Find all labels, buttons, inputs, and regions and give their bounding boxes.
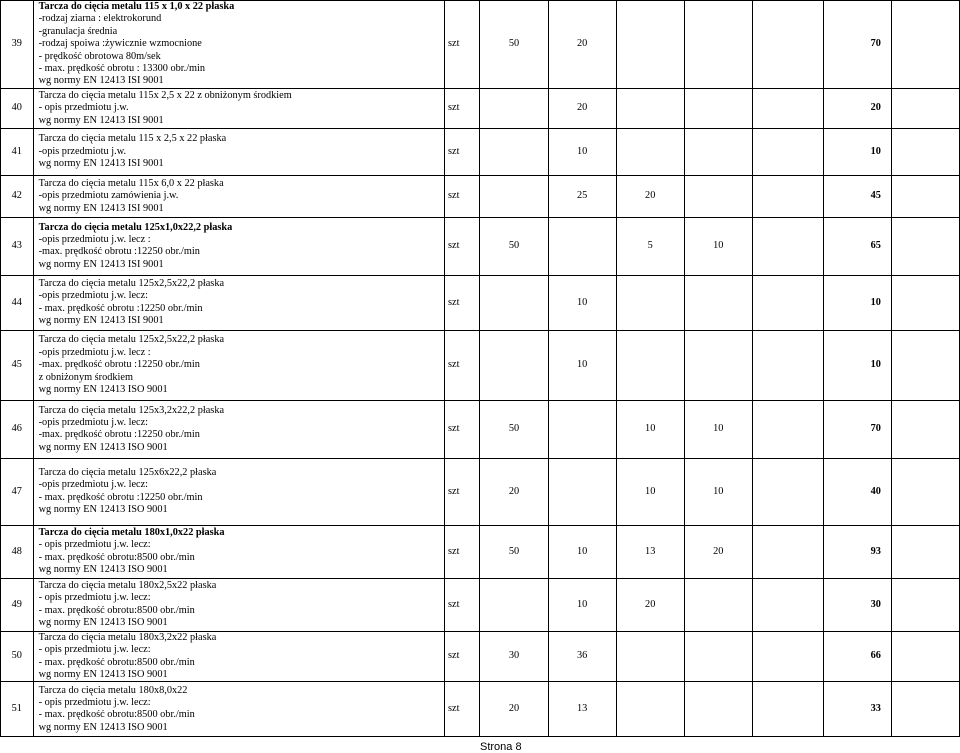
- unit-cell: szt: [445, 525, 480, 578]
- description-line: -rodzaj ziarna : elektrokorund: [38, 13, 162, 25]
- empty-cell: [891, 128, 959, 175]
- unit-cell: szt: [445, 175, 480, 217]
- quantity-cell: [752, 578, 823, 631]
- empty-cell: [891, 275, 959, 330]
- description-line: - max. prędkość obrotu:8500 obr./min: [38, 604, 195, 616]
- description-line: wg normy EN 12413 ISO 9001: [38, 564, 168, 576]
- quantity-cell: 10: [548, 275, 616, 330]
- quantity-cell: [480, 275, 548, 330]
- quantity-cell: [684, 1, 752, 89]
- quantity-cell: [752, 400, 823, 458]
- description-line: wg normy EN 12413 ISI 9001: [38, 158, 164, 170]
- quantity-cell: [548, 400, 616, 458]
- description-line: - opis przedmiotu j.w. lecz:: [38, 697, 151, 709]
- table-row: [1, 1, 960, 89]
- quantity-cell: 20: [548, 88, 616, 128]
- quantity-cell: 5: [616, 217, 684, 275]
- quantity-cell: 20: [616, 175, 684, 217]
- empty-cell: [891, 682, 959, 737]
- description-line: wg normy EN 12413 ISO 9001: [38, 441, 168, 453]
- description-line: - opis przedmiotu j.w. lecz:: [38, 644, 151, 656]
- table-body: [1, 1, 960, 737]
- quantity-cell: 10: [548, 330, 616, 400]
- quantity-cell: 20: [480, 458, 548, 525]
- unit-cell: szt: [445, 578, 480, 631]
- description-line: wg normy EN 12413 ISO 9001: [38, 383, 168, 395]
- row-number: 43: [1, 217, 34, 275]
- quantity-cell: [684, 682, 752, 737]
- quantity-cell: 10: [548, 128, 616, 175]
- description-line: -opis przedmiotu j.w. lecz:: [38, 416, 149, 428]
- item-description: [33, 128, 444, 175]
- empty-cell: [891, 88, 959, 128]
- item-description: [33, 88, 444, 128]
- item-description: [33, 682, 444, 737]
- table-row: [1, 682, 960, 737]
- total-cell: 45: [823, 175, 891, 217]
- quantity-cell: [684, 88, 752, 128]
- table-row: [1, 217, 960, 275]
- row-number: 42: [1, 175, 34, 217]
- table-row: [1, 458, 960, 525]
- total-cell: 70: [823, 1, 891, 89]
- empty-cell: [891, 525, 959, 578]
- description-line: Tarcza do cięcia metalu 125x2,5x22,2 płaska: [38, 334, 225, 346]
- quantity-cell: 30: [480, 631, 548, 682]
- unit-cell: szt: [445, 217, 480, 275]
- quantity-cell: 10: [548, 525, 616, 578]
- item-description: [33, 275, 444, 330]
- unit-cell: szt: [445, 631, 480, 682]
- description-line: -opis przedmiotu zamówienia j.w.: [38, 190, 179, 202]
- item-description: [33, 458, 444, 525]
- description-line: Tarcza do cięcia metalu 115 x 1,0 x 22 płaska: [38, 1, 235, 12]
- row-number: 49: [1, 578, 34, 631]
- description-line: -max. prędkość obrotu :12250 obr./min: [38, 429, 200, 441]
- description-line: z obniżonym środkiem: [38, 371, 133, 383]
- quantity-cell: [684, 128, 752, 175]
- description-line: Tarcza do cięcia metalu 180x8,0x22: [38, 684, 188, 696]
- quantity-cell: 25: [548, 175, 616, 217]
- table-row: [1, 578, 960, 631]
- table-row: [1, 631, 960, 682]
- row-number: 40: [1, 88, 34, 128]
- unit-cell: szt: [445, 1, 480, 89]
- quantity-cell: 50: [480, 217, 548, 275]
- table-row: [1, 175, 960, 217]
- unit-cell: szt: [445, 275, 480, 330]
- quantity-cell: 20: [684, 525, 752, 578]
- quantity-cell: [752, 525, 823, 578]
- description-line: wg normy EN 12413 ISO 9001: [38, 669, 168, 681]
- description-line: - max. prędkość obrotu:8500 obr./min: [38, 709, 195, 721]
- row-number: 39: [1, 1, 34, 89]
- item-description: [33, 400, 444, 458]
- description-line: Tarcza do cięcia metalu 125x1,0x22,2 płaska: [38, 221, 233, 233]
- quantity-cell: [752, 217, 823, 275]
- table-row: [1, 128, 960, 175]
- total-cell: 10: [823, 128, 891, 175]
- unit-cell: szt: [445, 400, 480, 458]
- quantity-cell: [616, 1, 684, 89]
- quantity-cell: [548, 217, 616, 275]
- description-line: Tarcza do cięcia metalu 125x3,2x22,2 płaska: [38, 404, 225, 416]
- quantity-cell: 20: [616, 578, 684, 631]
- unit-cell: szt: [445, 458, 480, 525]
- quantity-cell: 10: [548, 578, 616, 631]
- description-line: wg normy EN 12413 ISI 9001: [38, 75, 164, 87]
- quantity-cell: [616, 682, 684, 737]
- quantity-cell: 20: [480, 682, 548, 737]
- unit-cell: szt: [445, 330, 480, 400]
- quantity-cell: [684, 275, 752, 330]
- description-line: -opis przedmiotu j.w. lecz :: [38, 233, 151, 245]
- quantity-cell: [684, 631, 752, 682]
- table-row: [1, 275, 960, 330]
- description-line: wg normy EN 12413 ISO 9001: [38, 504, 168, 516]
- empty-cell: [891, 175, 959, 217]
- description-line: Tarcza do cięcia metalu 180x3,2x22 płaska: [38, 631, 217, 643]
- total-cell: 65: [823, 217, 891, 275]
- total-cell: 30: [823, 578, 891, 631]
- row-number: 47: [1, 458, 34, 525]
- description-line: Tarcza do cięcia metalu 180x1,0x22 płaska: [38, 527, 225, 539]
- quantity-cell: 10: [616, 400, 684, 458]
- row-number: 44: [1, 275, 34, 330]
- quantity-cell: [480, 88, 548, 128]
- description-line: wg normy EN 12413 ISI 9001: [38, 315, 164, 327]
- total-cell: 33: [823, 682, 891, 737]
- description-line: -opis przedmiotu j.w. lecz:: [38, 290, 149, 302]
- empty-cell: [891, 578, 959, 631]
- item-description: [33, 578, 444, 631]
- description-line: wg normy EN 12413 ISO 9001: [38, 617, 168, 629]
- total-cell: 10: [823, 275, 891, 330]
- total-cell: 20: [823, 88, 891, 128]
- description-line: Tarcza do cięcia metalu 180x2,5x22 płaska: [38, 580, 217, 592]
- quantity-cell: [480, 578, 548, 631]
- description-line: Tarcza do cięcia metalu 115x 2,5 x 22 z obniżonym środkiem: [38, 89, 292, 101]
- item-description: [33, 330, 444, 400]
- empty-cell: [891, 631, 959, 682]
- quantity-cell: [616, 128, 684, 175]
- table-row: [1, 330, 960, 400]
- empty-cell: [891, 400, 959, 458]
- total-cell: 10: [823, 330, 891, 400]
- description-line: - max. prędkość obrotu :12250 obr./min: [38, 491, 203, 503]
- description-line: - prędkość obrotowa 80m/sek: [38, 50, 161, 62]
- table-row: [1, 88, 960, 128]
- total-cell: 70: [823, 400, 891, 458]
- description-line: -max. prędkość obrotu :12250 obr./min: [38, 359, 200, 371]
- description-line: - max. prędkość obrotu:8500 obr./min: [38, 656, 195, 668]
- description-line: - opis przedmiotu j.w. lecz:: [38, 592, 151, 604]
- quantity-cell: [752, 175, 823, 217]
- quantity-cell: [752, 631, 823, 682]
- quantity-cell: 13: [616, 525, 684, 578]
- quantity-cell: [480, 128, 548, 175]
- unit-cell: szt: [445, 88, 480, 128]
- table-row: [1, 400, 960, 458]
- quantity-cell: [684, 175, 752, 217]
- description-line: -rodzaj spoiwa :żywicznie wzmocnione: [38, 38, 202, 50]
- unit-cell: szt: [445, 682, 480, 737]
- description-line: -opis przedmiotu j.w.: [38, 145, 127, 157]
- quantity-cell: 10: [684, 217, 752, 275]
- quantity-cell: [752, 275, 823, 330]
- total-cell: 93: [823, 525, 891, 578]
- page-footer: Strona 8: [480, 741, 522, 753]
- row-number: 45: [1, 330, 34, 400]
- quantity-cell: [616, 330, 684, 400]
- quantity-cell: [480, 175, 548, 217]
- quantity-cell: [752, 330, 823, 400]
- description-line: - opis przedmiotu j.w.: [38, 102, 129, 114]
- unit-cell: szt: [445, 128, 480, 175]
- row-number: 50: [1, 631, 34, 682]
- description-line: Tarcza do cięcia metalu 115x 6,0 x 22 płaska: [38, 177, 224, 189]
- row-number: 48: [1, 525, 34, 578]
- quantity-cell: 10: [616, 458, 684, 525]
- description-line: - max. prędkość obrotu : 13300 obr./min: [38, 63, 206, 75]
- description-line: wg normy EN 12413 ISI 9001: [38, 202, 164, 214]
- quantity-cell: 20: [548, 1, 616, 89]
- quantity-cell: [752, 128, 823, 175]
- item-description: [33, 1, 444, 89]
- quantity-cell: 50: [480, 525, 548, 578]
- quantity-cell: [752, 1, 823, 89]
- quantity-cell: 10: [684, 400, 752, 458]
- row-number: 46: [1, 400, 34, 458]
- item-description: [33, 175, 444, 217]
- empty-cell: [891, 217, 959, 275]
- empty-cell: [891, 458, 959, 525]
- quantity-cell: [752, 682, 823, 737]
- quantity-cell: [752, 88, 823, 128]
- item-description: [33, 217, 444, 275]
- quantity-cell: 36: [548, 631, 616, 682]
- description-line: -max. prędkość obrotu :12250 obr./min: [38, 246, 200, 258]
- quantity-cell: 13: [548, 682, 616, 737]
- quantity-cell: 50: [480, 1, 548, 89]
- quantity-cell: [548, 458, 616, 525]
- empty-cell: [891, 330, 959, 400]
- description-line: - max. prędkość obrotu:8500 obr./min: [38, 551, 195, 563]
- quantity-cell: [684, 330, 752, 400]
- description-line: Tarcza do cięcia metalu 125x6x22,2 płaska: [38, 467, 217, 479]
- description-line: -granulacja średnia: [38, 25, 118, 37]
- quantity-cell: [684, 578, 752, 631]
- total-cell: 66: [823, 631, 891, 682]
- description-line: -opis przedmiotu j.w. lecz :: [38, 346, 151, 358]
- description-line: Tarcza do cięcia metalu 115 x 2,5 x 22 płaska: [38, 133, 227, 145]
- item-description: [33, 631, 444, 682]
- description-line: Tarcza do cięcia metalu 125x2,5x22,2 płaska: [38, 278, 225, 290]
- quantity-cell: 10: [684, 458, 752, 525]
- quantity-cell: [752, 458, 823, 525]
- description-line: wg normy EN 12413 ISO 9001: [38, 721, 168, 733]
- quantity-cell: [616, 631, 684, 682]
- table-row: [1, 525, 960, 578]
- quantity-cell: [616, 275, 684, 330]
- item-description: [33, 525, 444, 578]
- row-number: 41: [1, 128, 34, 175]
- quantity-cell: 50: [480, 400, 548, 458]
- quantity-cell: [480, 330, 548, 400]
- description-line: - opis przedmiotu j.w. lecz:: [38, 539, 151, 551]
- empty-cell: [891, 1, 959, 89]
- description-line: -opis przedmiotu j.w. lecz:: [38, 479, 149, 491]
- total-cell: 40: [823, 458, 891, 525]
- description-line: - max. prędkość obrotu :12250 obr./min: [38, 302, 203, 314]
- description-line: wg normy EN 12413 ISI 9001: [38, 258, 164, 270]
- description-line: wg normy EN 12413 ISI 9001: [38, 114, 164, 126]
- quantity-cell: [616, 88, 684, 128]
- row-number: 51: [1, 682, 34, 737]
